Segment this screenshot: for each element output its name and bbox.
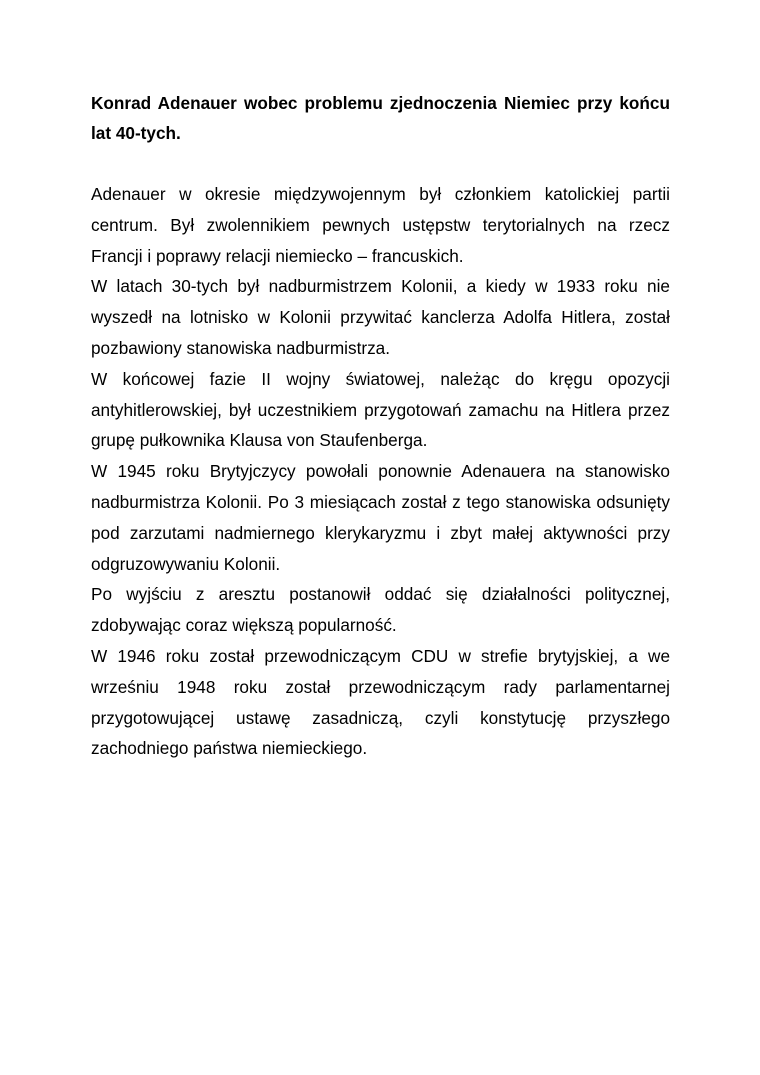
- document-body: [91, 88, 670, 764]
- paragraph-1945: W 1945 roku Brytyjczycy powołali ponownie Adenauera na stanowisko nadburmistrza Kolonii. Po 3 miesiącach został z tego stanowiska odsunięty pod zarzutami nadmiernego klerykaryzmu i zbyt małej aktywności przy odgruzowywaniu Kolonii.: [91, 461, 670, 574]
- document-title: Konrad Adenauer wobec problemu zjednoczenia Niemiec przy końcu lat 40-tych.: [91, 93, 670, 143]
- paragraph-political-activity: Po wyjściu z aresztu postanowił oddać się działalności politycznej, zdobywając coraz większą popularność.: [91, 584, 670, 636]
- paragraph-opposition: W końcowej fazie II wojny światowej, należąc do kręgu opozycji antyhitlerowskiej, był uczestnikiem przygotowań zamachu na Hitlera przez grupę pułkownika Klausa von Staufenberga.: [91, 368, 670, 451]
- paragraph-cdu-1946: W 1946 roku został przewodniczącym CDU w strefie brytyjskiej, a we wrześniu 1948 roku został przewodniczącym rady parlamentarnej przygotowującej ustawę zasadniczą, czyli konstytucję przyszłego zachodniego państwa niemieckiego.: [91, 645, 670, 759]
- paragraph-mayor-1933: W latach 30-tych był nadburmistrzem Kolonii, a kiedy w 1933 roku nie wyszedł na lotnisko w Kolonii przywitać kanclerza Adolfa Hitlera, został pozbawiony stanowiska nadburmistrza.: [91, 276, 670, 358]
- paragraph-interwar: Adenauer w okresie międzywojennym był członkiem katolickiej partii centrum. Był zwolennikiem pewnych ustępstw terytorialnych na rzecz Francji i poprawy relacji niemiecko – francuskich.: [91, 184, 670, 266]
